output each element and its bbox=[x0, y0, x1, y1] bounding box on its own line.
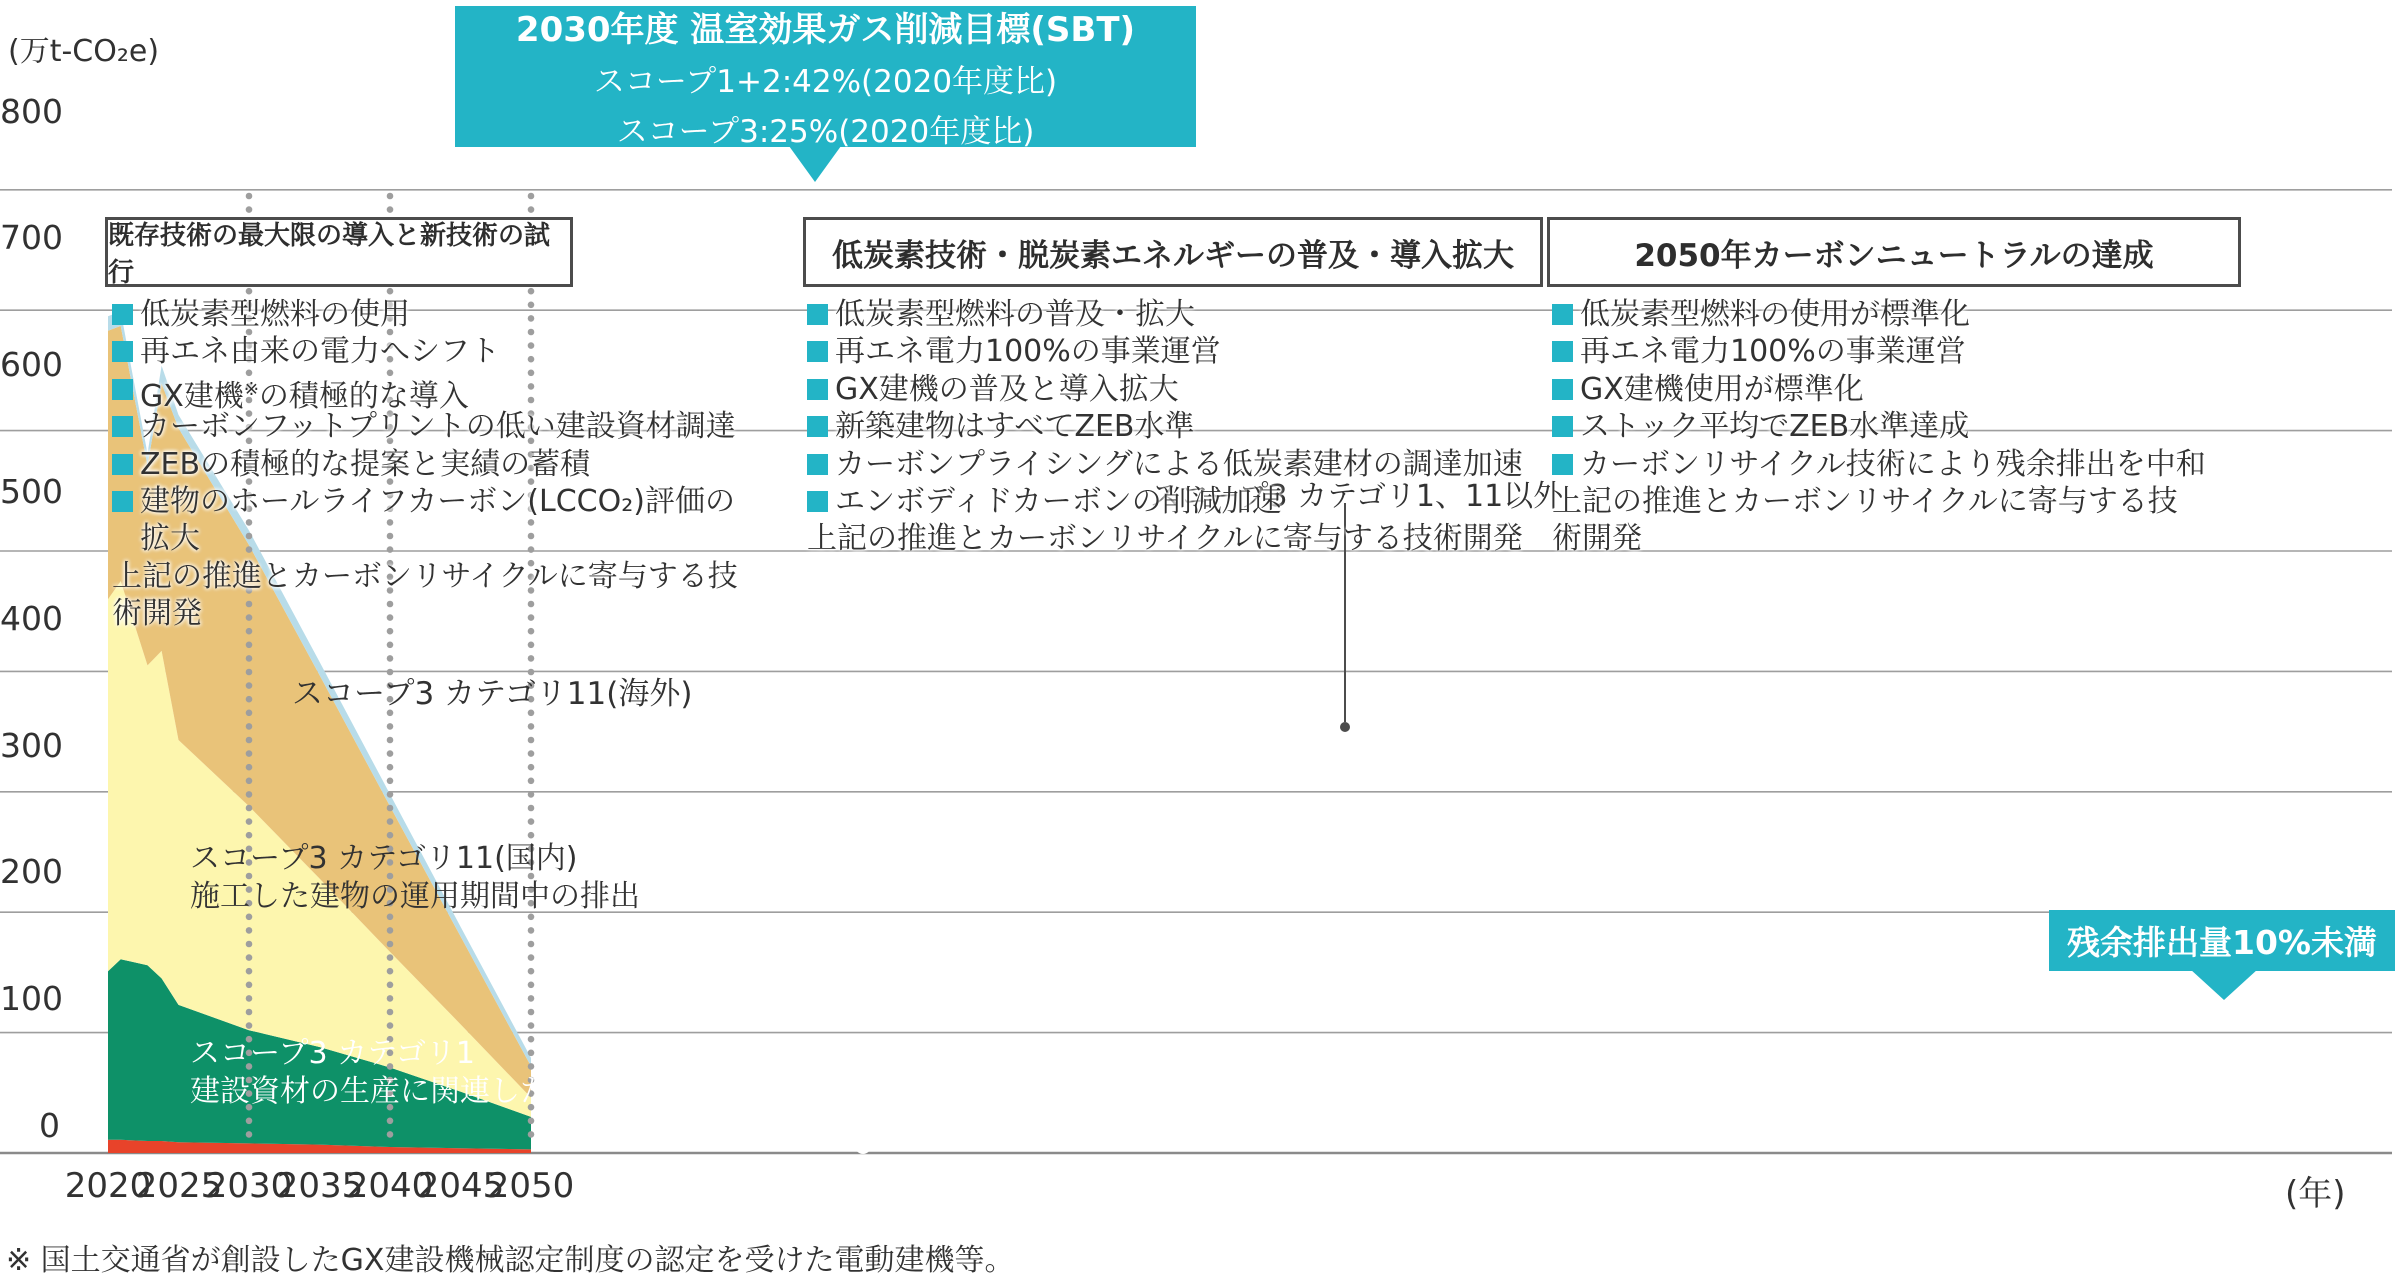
bullet-square bbox=[1552, 341, 1573, 362]
footnote: ※ 国土交通省が創設したGX建設機械認定制度の認定を受けた電動建機等。 bbox=[6, 1243, 1015, 1276]
phase-bullet-item: 術開発 bbox=[1552, 521, 1642, 556]
dotted-line-2040 bbox=[387, 1009, 394, 1016]
dotted-line-2050 bbox=[528, 927, 535, 934]
dotted-line-2030 bbox=[246, 927, 253, 934]
phase-bullet-item: カーボンフットプリントの低い建設資材調達 bbox=[140, 409, 736, 444]
dotted-line-2030 bbox=[246, 982, 253, 989]
dotted-line-2030 bbox=[246, 764, 253, 771]
phase-bullet-item: 再エネ電力100%の事業運営 bbox=[835, 334, 1221, 369]
bullet-square bbox=[1552, 416, 1573, 437]
label-scope1-2: スコープ1+2 bbox=[855, 1061, 1037, 1096]
dotted-line-2050 bbox=[528, 614, 535, 621]
dotted-line-2030 bbox=[246, 723, 253, 730]
dotted-line-2050 bbox=[528, 778, 535, 785]
dotted-line-2050 bbox=[528, 206, 535, 213]
dotted-line-2050 bbox=[528, 737, 535, 744]
y-tick-label-600: 600 bbox=[0, 345, 63, 384]
y-tick-label-400: 400 bbox=[0, 599, 63, 638]
dotted-line-2030 bbox=[246, 818, 253, 825]
dotted-line-2040 bbox=[387, 818, 394, 825]
bullet-square bbox=[112, 304, 133, 325]
dotted-line-2030 bbox=[246, 750, 253, 757]
dotted-line-2030 bbox=[246, 206, 253, 213]
dotted-line-2030 bbox=[246, 546, 253, 553]
dotted-line-2030 bbox=[246, 642, 253, 649]
y-tick-label-100: 100 bbox=[0, 979, 63, 1018]
bullet-square bbox=[807, 379, 828, 400]
dotted-line-2030 bbox=[246, 805, 253, 812]
phase-bullet-item: 再エネ電力100%の事業運営 bbox=[1580, 334, 1966, 369]
sbt-callout-scope12: スコープ1+2:42%(2020年度比) bbox=[593, 64, 1058, 100]
bullet-square bbox=[807, 341, 828, 362]
phase-bullet-item: 低炭素型燃料の普及・拡大 bbox=[835, 297, 1195, 332]
dotted-line-2040 bbox=[387, 737, 394, 744]
dotted-line-2050 bbox=[528, 546, 535, 553]
dotted-line-2030 bbox=[246, 1131, 253, 1138]
dotted-line-2040 bbox=[387, 982, 394, 989]
dotted-line-2050 bbox=[528, 342, 535, 349]
phase-bullet-item: カーボンプライシングによる低炭素建材の調達加速 bbox=[835, 447, 1523, 482]
bullet-square bbox=[112, 416, 133, 437]
dotted-line-2040 bbox=[387, 1131, 394, 1138]
dotted-line-2050 bbox=[528, 723, 535, 730]
bullet-square bbox=[1552, 379, 1573, 400]
dotted-line-2030 bbox=[246, 533, 253, 540]
dotted-line-2030 bbox=[246, 954, 253, 961]
y-tick-label-500: 500 bbox=[0, 472, 63, 511]
dotted-line-2030 bbox=[246, 655, 253, 662]
dotted-line-2040 bbox=[387, 1118, 394, 1125]
y-tick-label-700: 700 bbox=[0, 218, 63, 257]
dotted-line-2050 bbox=[528, 750, 535, 757]
phase-bullet-item: GX建機※の積極的な導入 bbox=[140, 379, 469, 414]
dotted-line-2050 bbox=[528, 941, 535, 948]
label-scope3-cat11-overseas: スコープ3 カテゴリ11(海外) bbox=[292, 676, 693, 712]
dotted-line-2030 bbox=[246, 941, 253, 948]
sbt-callout-title: 2030年度 温室効果ガス削減目標(SBT) bbox=[515, 10, 1136, 50]
dotted-line-2030 bbox=[246, 669, 253, 676]
dotted-line-2040 bbox=[387, 941, 394, 948]
dotted-line-2050 bbox=[528, 655, 535, 662]
sbt-callout-scope3: スコープ3:25%(2020年度比) bbox=[616, 114, 1035, 150]
dotted-line-2050 bbox=[528, 954, 535, 961]
dotted-line-2050 bbox=[528, 982, 535, 989]
phase-bullet-item: 拡大 bbox=[140, 521, 200, 556]
phase-bullet-item: エンボディドカーボンの削減加速 bbox=[835, 484, 1282, 519]
dotted-line-2050 bbox=[528, 818, 535, 825]
label-scope3-cat11-domestic: スコープ3 カテゴリ11(国内) bbox=[190, 841, 578, 876]
dotted-line-2050 bbox=[528, 315, 535, 322]
dotted-line-2040 bbox=[387, 750, 394, 757]
dotted-line-2040 bbox=[387, 927, 394, 934]
dotted-line-2030 bbox=[246, 778, 253, 785]
phase-bullet-item: 建物のホールライフカーボン(LCCO₂)評価の bbox=[140, 484, 735, 519]
dotted-line-2050 bbox=[528, 968, 535, 975]
phase-bullet-item: 低炭素型燃料の使用 bbox=[140, 297, 410, 332]
x-tick-label-2025: 2025 bbox=[135, 1166, 223, 1206]
dotted-line-2050 bbox=[528, 302, 535, 309]
bullet-square bbox=[112, 491, 133, 512]
dotted-line-2050 bbox=[528, 370, 535, 377]
label-scope3-other: スコープ3 カテゴリ1、11以外 bbox=[1150, 479, 1564, 514]
dotted-line-2030 bbox=[246, 1118, 253, 1125]
bullet-square bbox=[112, 341, 133, 362]
x-tick-label-2045: 2045 bbox=[417, 1166, 505, 1206]
bullet-square bbox=[807, 454, 828, 475]
phase-bullet-item: カーボンリサイクル技術により残余排出を中和 bbox=[1580, 447, 2206, 482]
label-scope3-cat11-domestic-desc: 施工した建物の運用期間中の排出 bbox=[190, 879, 640, 914]
dotted-line-2050 bbox=[528, 995, 535, 1002]
label-scope3-cat1-desc: 建設資材の生産に関連した排出 bbox=[190, 1074, 610, 1109]
dotted-line-2050 bbox=[528, 764, 535, 771]
dotted-line-2040 bbox=[387, 995, 394, 1002]
dotted-line-2040 bbox=[387, 546, 394, 553]
x-tick-label-2040: 2040 bbox=[346, 1166, 434, 1206]
x-tick-label-2020: 2020 bbox=[64, 1166, 152, 1206]
phase-title-2: 低炭素技術・脱炭素エネルギーの普及・導入拡大 bbox=[803, 217, 1543, 287]
label-scope3-cat1: スコープ3 カテゴリ1 bbox=[190, 1036, 476, 1071]
phase-bullet-item: 新築建物はすべてZEB水準 bbox=[835, 409, 1195, 444]
dotted-line-2050 bbox=[528, 1118, 535, 1125]
x-tick-label-2030: 2030 bbox=[205, 1166, 293, 1206]
dotted-line-2040 bbox=[387, 791, 394, 798]
dotted-line-2030 bbox=[246, 710, 253, 717]
bullet-square bbox=[1552, 304, 1573, 325]
dotted-line-2040 bbox=[387, 628, 394, 635]
phase-bullet-item: 術開発 bbox=[112, 596, 202, 631]
dotted-line-2030 bbox=[246, 628, 253, 635]
phase-bullet-item: 上記の推進とカーボンリサイクルに寄与する技術開発 bbox=[807, 521, 1523, 556]
y-axis-unit-label: (万t-CO₂e) bbox=[8, 34, 160, 69]
dotted-line-2030 bbox=[246, 791, 253, 798]
phase-bullet-item: GX建機の普及と導入拡大 bbox=[835, 372, 1179, 407]
dotted-line-2040 bbox=[387, 968, 394, 975]
phase-title-3: 2050年カーボンニュートラルの達成 bbox=[1547, 217, 2241, 287]
dotted-line-2050 bbox=[528, 329, 535, 336]
dotted-line-2030 bbox=[246, 193, 253, 200]
scope12-leader-dot bbox=[855, 1138, 871, 1154]
dotted-line-2050 bbox=[528, 1050, 535, 1057]
dotted-line-2040 bbox=[387, 601, 394, 608]
dotted-line-2050 bbox=[528, 1022, 535, 1029]
x-tick-label-2050: 2050 bbox=[487, 1166, 575, 1206]
sbt-callout-pointer bbox=[789, 146, 841, 182]
dotted-line-2050 bbox=[528, 193, 535, 200]
sbt-target-callout bbox=[455, 6, 1196, 150]
dotted-line-2040 bbox=[387, 533, 394, 540]
phase-title-1: 既存技術の最大限の導入と新技術の試行 bbox=[105, 217, 573, 287]
dotted-line-2050 bbox=[528, 356, 535, 363]
dotted-line-2050 bbox=[528, 1036, 535, 1043]
dotted-line-2030 bbox=[246, 601, 253, 608]
dotted-line-2040 bbox=[387, 193, 394, 200]
phase-bullet-item: GX建機使用が標準化 bbox=[1580, 372, 1864, 407]
dotted-line-2030 bbox=[246, 1009, 253, 1016]
bullet-square bbox=[807, 491, 828, 512]
residual-emissions-badge: 残余排出量10%未満 bbox=[2049, 910, 2395, 971]
dotted-line-2050 bbox=[528, 791, 535, 798]
scope3-other-leader-dot bbox=[1340, 722, 1350, 732]
dotted-line-2040 bbox=[387, 642, 394, 649]
dotted-line-2040 bbox=[387, 764, 394, 771]
y-tick-label-800: 800 bbox=[0, 92, 63, 131]
dotted-line-2050 bbox=[528, 1131, 535, 1138]
dotted-line-2030 bbox=[246, 968, 253, 975]
dotted-line-2040 bbox=[387, 614, 394, 621]
bullet-square bbox=[807, 416, 828, 437]
dotted-line-2030 bbox=[246, 737, 253, 744]
phase-bullet-item: 再エネ由来の電力へシフト bbox=[140, 334, 500, 369]
bullet-square bbox=[807, 304, 828, 325]
phase-bullet-item: 上記の推進とカーボンリサイクルに寄与する技 bbox=[1552, 484, 2178, 519]
dotted-line-2050 bbox=[528, 383, 535, 390]
dotted-line-2030 bbox=[246, 995, 253, 1002]
y-tick-label-200: 200 bbox=[0, 852, 63, 891]
bullet-square bbox=[112, 379, 133, 400]
phase-bullet-item: 低炭素型燃料の使用が標準化 bbox=[1580, 297, 1970, 332]
bullet-square bbox=[112, 454, 133, 475]
dotted-line-2050 bbox=[528, 628, 535, 635]
phase-bullet-item: ストック平均でZEB水準達成 bbox=[1580, 409, 1970, 444]
dotted-line-2030 bbox=[246, 682, 253, 689]
dotted-line-2050 bbox=[528, 805, 535, 812]
dotted-line-2050 bbox=[528, 601, 535, 608]
dotted-line-2040 bbox=[387, 723, 394, 730]
y-tick-label-0: 0 bbox=[39, 1106, 60, 1145]
dotted-line-2040 bbox=[387, 206, 394, 213]
dotted-line-2030 bbox=[246, 614, 253, 621]
phase-bullet-item: ZEBの積極的な提案と実績の蓄積 bbox=[140, 447, 591, 482]
dotted-line-2040 bbox=[387, 655, 394, 662]
dotted-line-2050 bbox=[528, 397, 535, 404]
y-tick-label-300: 300 bbox=[0, 726, 63, 765]
x-tick-label-2035: 2035 bbox=[276, 1166, 364, 1206]
dotted-line-2030 bbox=[246, 696, 253, 703]
x-axis-unit-label: (年) bbox=[2285, 1174, 2346, 1214]
residual-badge-pointer bbox=[2190, 969, 2258, 1000]
dotted-line-2050 bbox=[528, 1009, 535, 1016]
phase-bullet-item: 上記の推進とカーボンリサイクルに寄与する技 bbox=[112, 559, 738, 594]
dotted-line-2040 bbox=[387, 778, 394, 785]
dotted-line-2040 bbox=[387, 954, 394, 961]
dotted-line-2050 bbox=[528, 642, 535, 649]
dotted-line-2040 bbox=[387, 805, 394, 812]
bullet-square bbox=[1552, 454, 1573, 475]
dotted-line-2050 bbox=[528, 533, 535, 540]
